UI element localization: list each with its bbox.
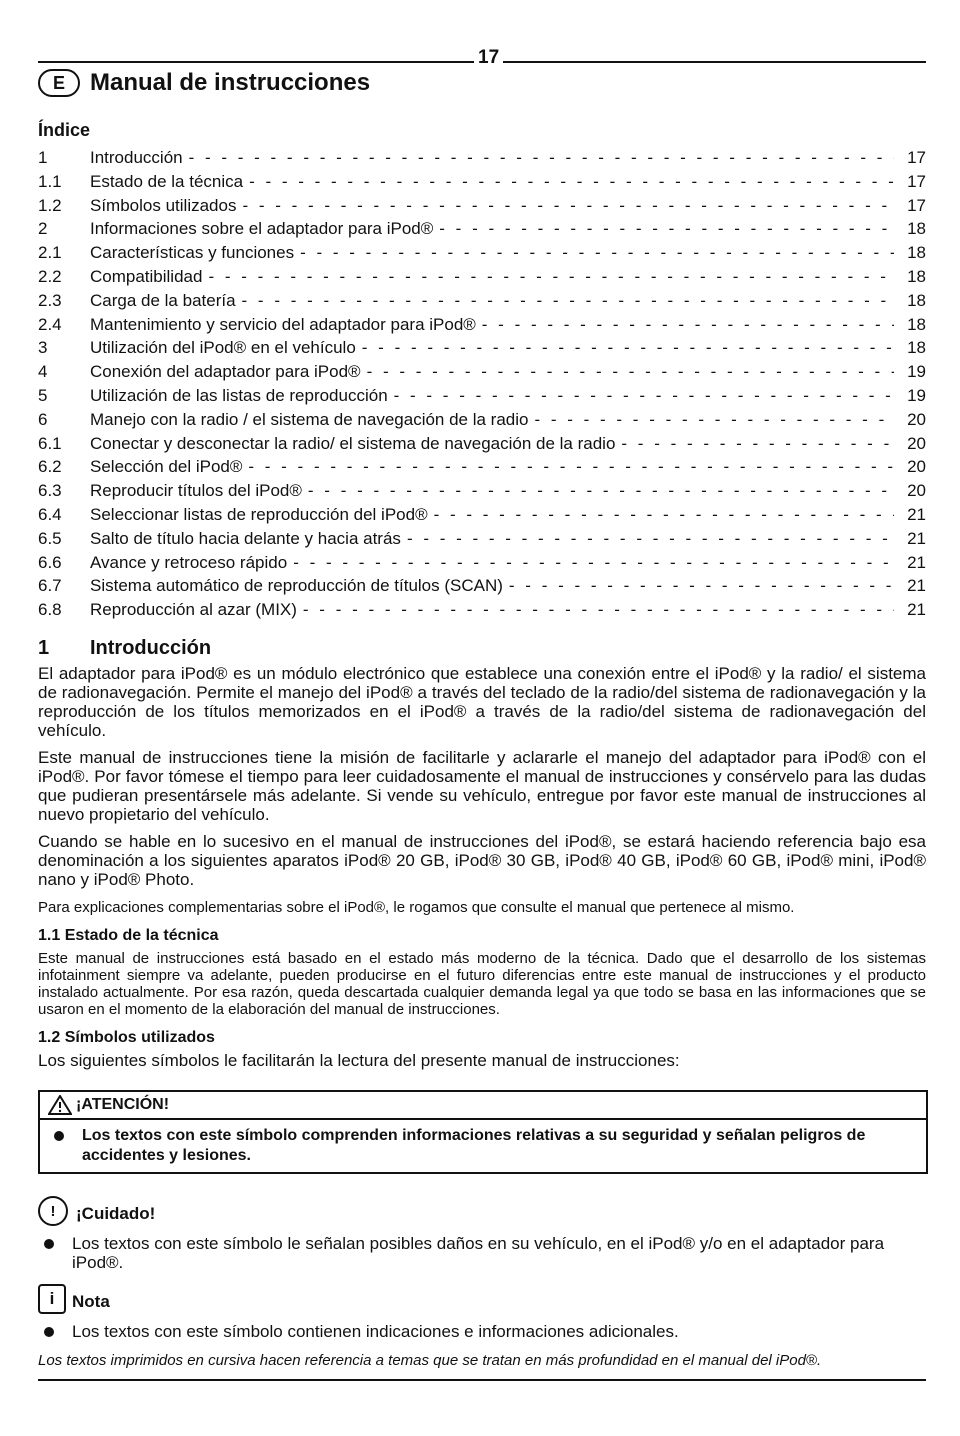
- intro-heading: 1 Introducción: [38, 637, 212, 659]
- toc-leader: [407, 527, 894, 551]
- caution-title: ¡Cuidado!: [76, 1204, 156, 1223]
- page-title: Manual de instrucciones: [90, 69, 371, 96]
- toc-number: 2.4: [38, 314, 62, 334]
- toc-number: 6.6: [38, 552, 62, 572]
- toc-number: 2.3: [38, 290, 62, 310]
- toc-page: 17: [907, 195, 926, 215]
- intro-paragraph-2: Este manual de instrucciones tiene la misión de facilitarle y aclararle el manejo del adaptador para iPod® con el iPod®. Por favor tómese el tiempo para leer cuidadosamente el manual de instrucciones y consérvelo para las dudas que pudieran presentársele más adelante. Si vende su vehículo, entregue por favor este manual de instrucciones al nuevo propietario del vehículo.: [38, 748, 926, 824]
- toc-row: [38, 289, 926, 313]
- toc-row: [38, 241, 926, 265]
- toc-page: 18: [907, 338, 926, 358]
- toc-number: 6.2: [38, 457, 62, 477]
- toc-title: Mantenimiento y servicio del adaptador para iPod®: [90, 314, 476, 334]
- toc-title: Avance y retroceso rápido: [90, 552, 288, 572]
- toc-title: Símbolos utilizados: [90, 195, 237, 215]
- toc-leader: [362, 336, 894, 360]
- symbols-heading: 1.2 Símbolos utilizados: [38, 1029, 215, 1046]
- toc-number: 6.7: [38, 576, 62, 596]
- toc-leader: [367, 360, 894, 384]
- toc-page: 19: [907, 385, 926, 405]
- toc-page: 21: [907, 600, 926, 620]
- toc-title: Reproducción al azar (MIX): [90, 600, 297, 620]
- toc-page: 21: [907, 552, 926, 572]
- toc-leader: [242, 194, 894, 218]
- note-item: [38, 1322, 926, 1341]
- info-icon: i: [38, 1284, 66, 1314]
- warning-text: Los textos con este símbolo comprenden informaciones relativas a su seguridad y señalan peligros de accidentes y lesiones.: [82, 1127, 866, 1164]
- note-heading-row: [38, 1284, 110, 1314]
- toc-number: 6: [38, 409, 48, 429]
- toc-row: [38, 146, 926, 170]
- toc-page: 20: [907, 433, 926, 453]
- toc-number: 6.5: [38, 528, 62, 548]
- toc-page: 20: [907, 457, 926, 477]
- toc-row: [38, 384, 926, 408]
- toc-number: 6.4: [38, 504, 62, 524]
- table-of-contents: [38, 146, 926, 622]
- toc-title: Características y funciones: [90, 243, 295, 263]
- toc-leader: [439, 217, 894, 241]
- toc-page: 18: [907, 314, 926, 334]
- warning-body: [40, 1120, 926, 1172]
- state-heading: 1.1 Estado de la técnica: [38, 927, 219, 944]
- toc-title: Salto de título hacia delante y hacia atrás: [90, 528, 401, 548]
- toc-page: 19: [907, 362, 926, 382]
- toc-row: [38, 265, 926, 289]
- toc-number: 4: [38, 362, 48, 382]
- toc-leader: [249, 170, 894, 194]
- toc-row: [38, 336, 926, 360]
- intro-section: [38, 636, 926, 1070]
- toc-number: 5: [38, 385, 48, 405]
- intro-paragraph-3: Cuando se hable en lo sucesivo en el manual de instrucciones del iPod®, se estará haciendo referencia bajo esa denominación a los siguientes aparatos iPod® 20 GB, iPod® 30 GB, iPod® 40 GB, iPod® 60 GB, iPod® mini, iPod® nano y iPod® Photo.: [38, 832, 926, 889]
- toc-title: Sistema automático de reproducción de títulos (SCAN): [90, 576, 503, 596]
- toc-row: [38, 194, 926, 218]
- toc-row: [38, 170, 926, 194]
- toc-row: [38, 503, 926, 527]
- toc-page: 20: [907, 409, 926, 429]
- toc-title: Introducción: [90, 148, 183, 167]
- bullet-icon: [44, 1327, 54, 1337]
- intro-paragraph-1: El adaptador para iPod® es un módulo electrónico que establece una conexión entre el iPod® y la radio/ el sistema de radionavegación. Permite el manejo del iPod® a través del teclado de la radio/del sistema de radionavegación y la reproducción de los títulos memorizados en el iPod® a través de la radio/del sistema de radionavegación del vehículo.: [38, 664, 926, 740]
- warning-triangle-icon: [48, 1095, 72, 1115]
- warning-box: [38, 1090, 928, 1174]
- toc-leader: [308, 479, 894, 503]
- page-header: [38, 68, 370, 98]
- toc-leader: [300, 241, 894, 265]
- toc-number: 2.2: [38, 266, 62, 286]
- toc-number: 6.8: [38, 600, 62, 620]
- note-title: Nota: [72, 1292, 110, 1311]
- toc-title: Informaciones sobre el adaptador para iPod®: [90, 219, 434, 239]
- toc-number: 1: [38, 148, 48, 167]
- toc-title: Conexión del adaptador para iPod®: [90, 362, 361, 382]
- toc-row: [38, 455, 926, 479]
- toc-row: [38, 527, 926, 551]
- toc-row: [38, 551, 926, 575]
- toc-page: 20: [907, 481, 926, 501]
- toc-leader: [394, 384, 894, 408]
- symbols-text: Los siguientes símbolos le facilitarán la lectura del presente manual de instrucciones:: [38, 1051, 680, 1070]
- toc-row: [38, 574, 926, 598]
- bullet-icon: [44, 1239, 54, 1249]
- toc-row: [38, 598, 926, 622]
- bullet-icon: [54, 1131, 64, 1141]
- toc-leader: [208, 265, 894, 289]
- toc-title: Reproducir títulos del iPod®: [90, 481, 302, 501]
- toc-leader: [434, 503, 894, 527]
- toc-leader: [535, 408, 895, 432]
- toc-title: Manejo con la radio / el sistema de navegación de la radio: [90, 409, 529, 429]
- toc-row: [38, 432, 926, 456]
- toc-page: 18: [907, 219, 926, 239]
- caution-text: Los textos con este símbolo le señalan posibles daños en su vehículo, en el iPod® y/o en el adaptador para iPod®.: [72, 1234, 885, 1272]
- toc-leader: [482, 313, 894, 337]
- toc-number: 3: [38, 338, 48, 358]
- toc-title: Estado de la técnica: [90, 171, 244, 191]
- caution-icon: !: [38, 1196, 68, 1226]
- toc-page: 17: [907, 171, 926, 191]
- toc-title: Utilización de las listas de reproducción: [90, 385, 388, 405]
- italic-note: Los textos imprimidos en cursiva hacen referencia a temas que se tratan en más profundidad en el manual del iPod®.: [38, 1352, 822, 1369]
- toc-number: 2: [38, 219, 48, 239]
- toc-page: 18: [907, 290, 926, 310]
- index-heading: Índice: [38, 120, 91, 140]
- toc-leader: [509, 574, 894, 598]
- toc-leader: [303, 598, 894, 622]
- intro-paragraph-4: Para explicaciones complementarias sobre el iPod®, le rogamos que consulte el manual que pertenece al mismo.: [38, 899, 795, 916]
- note-text: Los textos con este símbolo contienen indicaciones e informaciones adicionales.: [72, 1322, 679, 1341]
- toc-number: 6.1: [38, 433, 62, 453]
- bottom-rule: [38, 1379, 926, 1381]
- toc-leader: [621, 432, 894, 456]
- page-number: 17: [474, 47, 503, 69]
- toc-row: [38, 479, 926, 503]
- country-badge: E: [38, 69, 80, 97]
- toc-number: 6.3: [38, 481, 62, 501]
- state-text: Este manual de instrucciones está basado en el estado más moderno de la técnica. Dado que el desarrollo de los sistemas infotainment siempre va adelante, pueden producirse en el futuro diferencias entre este manual de instrucciones y el producto instalado actualmente. Por esa razón, queda descartada cualquier demanda legal ya que todo se basa en las informaciones que se usaron en el momento de la elaboración del manual de instrucciones.: [38, 950, 926, 1018]
- toc-leader: [293, 551, 894, 575]
- toc-title: Compatibilidad: [90, 266, 203, 286]
- toc-leader: [248, 455, 894, 479]
- caution-heading-row: [38, 1196, 155, 1226]
- toc-page: 18: [907, 243, 926, 263]
- toc-row: [38, 217, 926, 241]
- toc-page: 17: [907, 148, 926, 167]
- toc-page: 18: [907, 266, 926, 286]
- toc-page: 21: [907, 576, 926, 596]
- toc-leader: [189, 146, 894, 170]
- toc-number: 2.1: [38, 243, 62, 263]
- toc-number: 1.1: [38, 171, 62, 191]
- toc-title: Utilización del iPod® en el vehículo: [90, 338, 356, 358]
- toc-page: 21: [907, 528, 926, 548]
- warning-title: ¡ATENCIÓN!: [76, 1096, 170, 1113]
- toc-title: Carga de la batería: [90, 290, 236, 310]
- toc-title: Seleccionar listas de reproducción del iPod®: [90, 504, 428, 524]
- toc-row: [38, 360, 926, 384]
- toc-title: Conectar y desconectar la radio/ el sistema de navegación de la radio: [90, 433, 616, 453]
- toc-leader: [242, 289, 894, 313]
- toc-row: [38, 313, 926, 337]
- warning-header: [40, 1092, 926, 1120]
- toc-title: Selección del iPod®: [90, 457, 243, 477]
- toc-row: [38, 408, 926, 432]
- toc-page: 21: [907, 504, 926, 524]
- toc-number: 1.2: [38, 195, 62, 215]
- caution-item: [38, 1234, 926, 1272]
